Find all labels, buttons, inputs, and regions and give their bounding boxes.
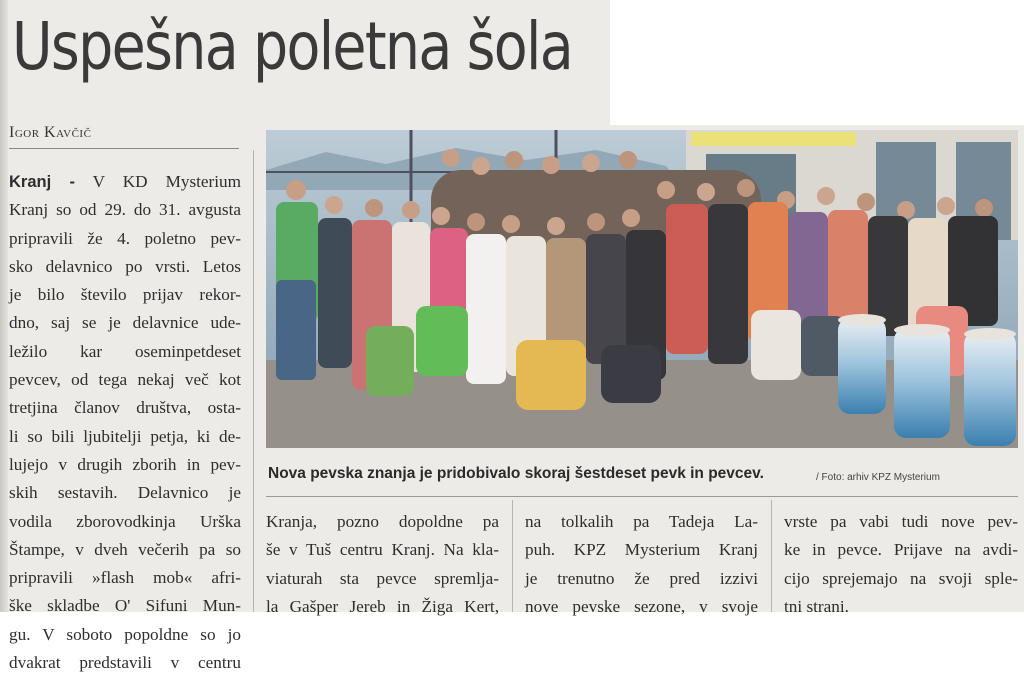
article-column-1 [9, 168, 241, 677]
text-line: ke in pevce. Prijave na avdi- [784, 540, 1018, 560]
text-line: tni strani. [784, 596, 849, 616]
text-line: dvakrat predstavili v centru [9, 653, 241, 673]
text-line: gu. V soboto popoldne so jo [9, 624, 241, 644]
text-line: skih sestavih. Delavnico je [9, 483, 241, 503]
text-line: ške skladbe O' Sifuni Mun- [9, 596, 241, 616]
text-line: viaturah sta pevce spremlja- [266, 568, 499, 588]
text-line: pripravili že 4. poletno pev- [9, 228, 241, 248]
text-line: ležilo kar oseminpetdeset [9, 341, 241, 361]
column-rule [771, 500, 772, 612]
text-line: lujejo v drugih zborih in pev- [9, 454, 241, 474]
text-line: li so bili ljubitelji petja, ki de- [9, 426, 241, 446]
group-photo [266, 130, 1018, 448]
article-column-3 [525, 508, 758, 621]
photo-caption: Nova pevska znanja je pridobivalo skoraj šestdeset pevk in pevcev. [268, 465, 764, 482]
text-line: je trenutno že pred izzivi [525, 568, 758, 588]
text-line: puh. KPZ Mysterium Kranj [525, 540, 758, 560]
text-line: Kranj so od 29. do 31. avgusta [9, 200, 241, 220]
text-line: la Gašper Jereb in Žiga Kert, [266, 596, 499, 616]
text-line: pevcev, od tega nekaj več kot [9, 370, 241, 390]
dateline: Kranj - [9, 173, 75, 191]
photo-credit: / Foto: arhiv KPZ Mysterium [816, 472, 940, 483]
photo-shade [266, 130, 1018, 448]
article-column-4 [784, 508, 1018, 621]
text-line: še v Tuš centru Kranj. Na kla- [266, 540, 499, 560]
text-line: vodila zborovodkinja Urška [9, 511, 241, 531]
article-byline: Igor Kavčič [9, 124, 92, 141]
text-line: dno, saj se je delavnice ude- [9, 313, 241, 333]
text-line: Kranja, pozno dopoldne pa [266, 512, 499, 531]
column-1-first-line [9, 168, 241, 196]
column-rule [253, 150, 254, 612]
previous-column-edge [0, 0, 8, 612]
article-column-2 [266, 508, 499, 621]
text-line: vrste pa vabi tudi nove pev- [784, 512, 1018, 531]
text-line: pripravili »flash mob« afri- [9, 568, 241, 588]
text-line: tretjina članov društva, osta- [9, 398, 241, 418]
group-photo-illustration [266, 130, 1018, 448]
text-line: Štampe, v dveh večerih pa so [9, 539, 241, 559]
text-line: sko delavnico po vrsti. Letos [9, 256, 241, 276]
text-line: na tolkalih pa Tadeja La- [525, 512, 758, 531]
article-headline: Uspešna poletna šola [12, 8, 573, 85]
first-line-text: V KD Mysterium [74, 172, 242, 191]
text-line: nove pevske sezone, v svoje [525, 596, 758, 616]
caption-rule [266, 496, 1018, 497]
text-line: je bilo število prijav rekor- [9, 285, 241, 305]
column-rule [512, 500, 513, 612]
text-line: cijo sprejemajo na svoji sple- [784, 568, 1018, 588]
byline-rule [9, 148, 239, 149]
